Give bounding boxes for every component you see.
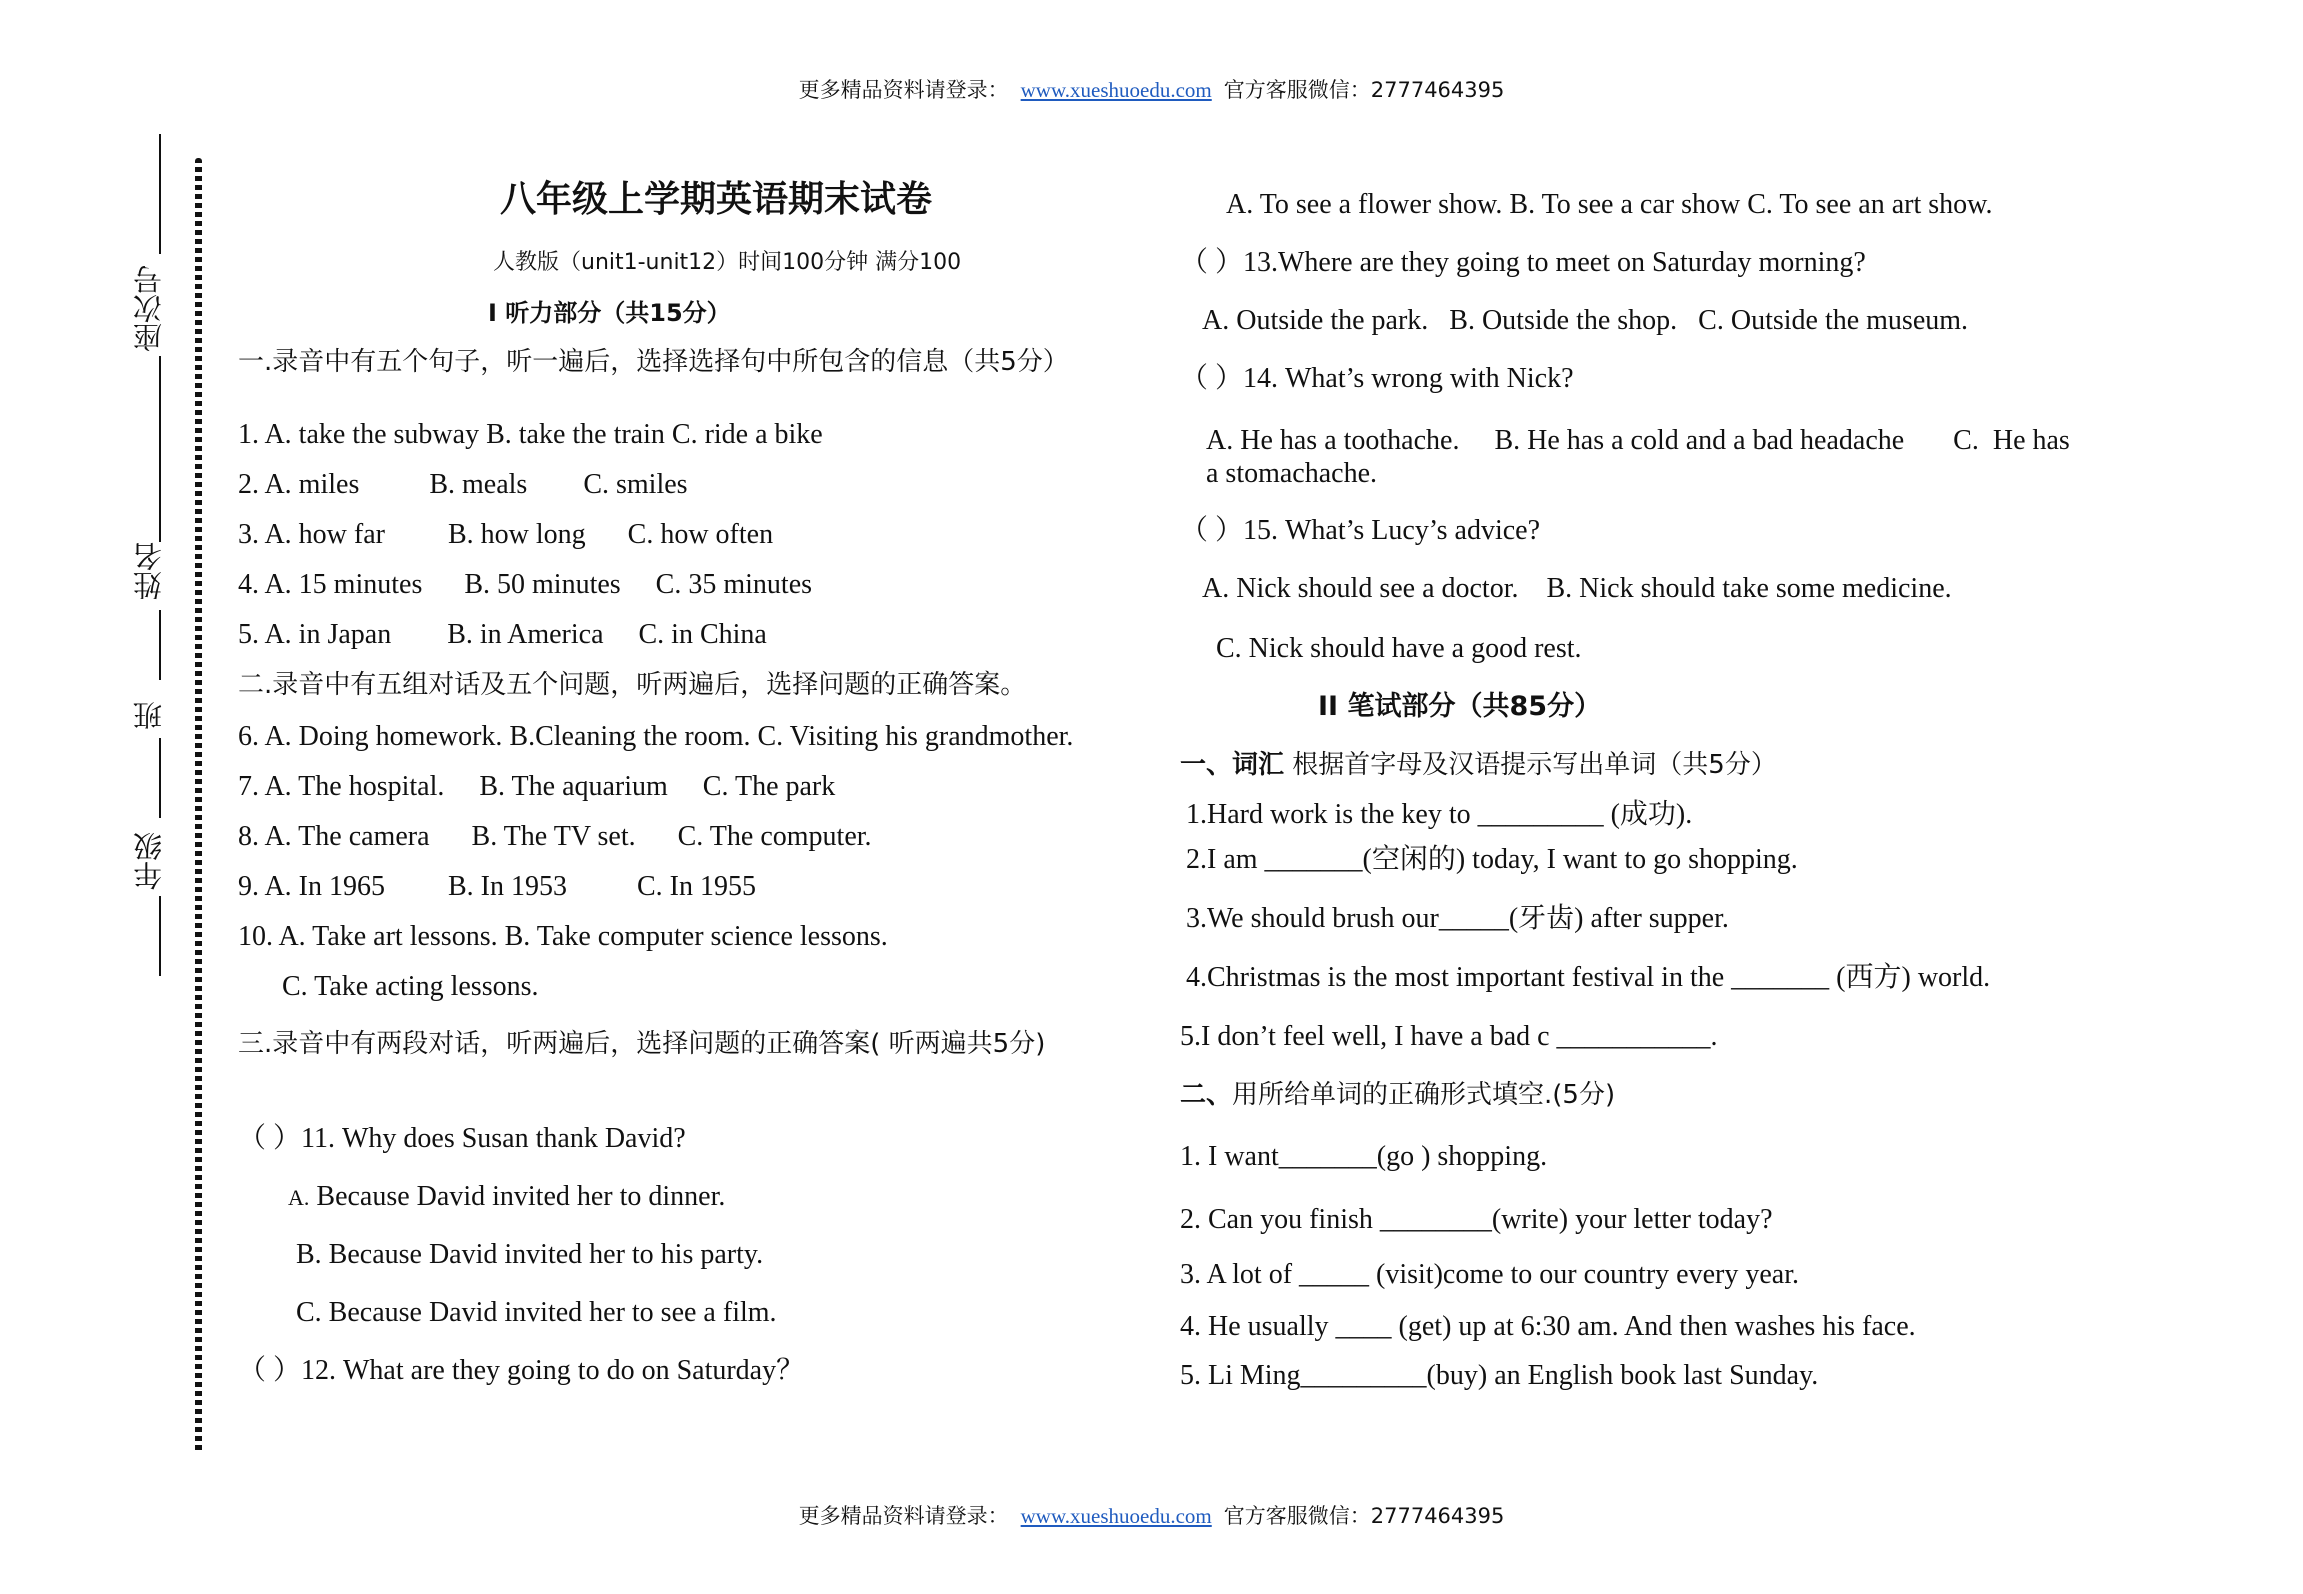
question-10: 10. A. Take art lessons. B. Take computer science lessons. [238,921,888,952]
section-3-instruction: 三.录音中有两段对话，听两遍后，选择问题的正确答案( 听两遍共5分) [238,1029,1046,1059]
grade-label: 年级 [132,832,166,890]
question-10-option-c: C. Take acting lessons. [282,971,539,1002]
question-13: （ ）13.Where are they going to meet on Saturday morning? [1180,247,1866,278]
seat-label: 座次号 [132,265,166,352]
vocabulary-heading-text: 根据首字母及汉语提示写出单词（共5分） [1292,750,1777,780]
section-1-instruction: 一.录音中有五个句子，听一遍后，选择选择句中所包含的信息（共5分） [238,347,1069,377]
question-3: 3. A. how far B. how long C. how often [238,519,774,550]
fill-in-1: 1. I want_______(go ) shopping. [1180,1141,1548,1172]
vocab-4: 4.Christmas is the most important festival in the _______ (西方) world. [1186,962,1991,993]
question-1: 1. A. take the subway B. take the train C. ride a bike [238,419,823,450]
question-11: （ ）11. Why does Susan thank David? [238,1123,686,1154]
exam-subtitle: 人教版（unit1-unit12）时间100分钟 满分100 [493,250,962,275]
header-prefix: 更多精品资料请登录： [798,78,1009,102]
header-suffix: 官方客服微信：2777464395 [1223,78,1505,102]
written-heading: II 笔试部分（共85分） [1318,691,1602,722]
vocab-5: 5.I don’t feel well, I have a bad c ___________. [1180,1021,1718,1052]
question-12-options: A. To see a flower show. B. To see a car show C. To see an art show. [1226,189,1993,220]
page-header [0,74,2303,104]
question-11-option-a [288,1180,725,1215]
question-15-option-c: C. Nick should have a good rest. [1216,633,1582,664]
page-footer [0,1500,2303,1530]
footer-suffix: 官方客服微信：2777464395 [1223,1504,1505,1528]
vocabulary-heading [1180,748,1777,782]
question-11-option-c: C. Because David invited her to see a film. [296,1297,777,1328]
margin-rule [159,896,161,976]
footer-link[interactable]: www.xueshuoedu.com [1020,1504,1212,1528]
question-8: 8. A. The camera B. The TV set. C. The computer. [238,821,872,852]
fill-in-heading-text: 用所给单词的正确形式填空.(5分) [1232,1080,1616,1110]
section-2-instruction: 二.录音中有五组对话及五个问题，听两遍后，选择问题的正确答案。 [238,670,1027,700]
question-6: 6. A. Doing homework. B.Cleaning the room. C. Visiting his grandmother. [238,721,1074,752]
question-15-options-ab: A. Nick should see a doctor. B. Nick should take some medicine. [1202,573,1952,604]
question-2: 2. A. miles B. meals C. smiles [238,469,688,500]
fill-in-3: 3. A lot of _____ (visit)come to our country every year. [1180,1259,1799,1290]
option-a-text: Because David invited her to dinner. [316,1181,726,1212]
fill-in-2: 2. Can you finish ________(write) your letter today? [1180,1204,1773,1235]
vocabulary-heading-bold: 一、词汇 [1180,750,1285,780]
exam-title: 八年级上学期英语期末试卷 [500,179,933,220]
header-link[interactable]: www.xueshuoedu.com [1020,78,1212,102]
question-13-options: A. Outside the park. B. Outside the shop. C. Outside the museum. [1202,305,1969,336]
question-11-option-b: B. Because David invited her to his party. [296,1239,764,1270]
fill-in-4: 4. He usually ____ (get) up at 6:30 am. And then washes his face. [1180,1311,1916,1342]
fill-in-heading [1180,1078,1615,1112]
class-label: 班 [132,701,166,730]
margin-rule [159,134,161,254]
margin-rule [159,610,161,680]
vocab-2: 2.I am _______(空闲的) today, I want to go shopping. [1186,844,1798,875]
question-4: 4. A. 15 minutes B. 50 minutes C. 35 minutes [238,569,813,600]
question-14: （ ）14. What’s wrong with Nick? [1180,363,1574,394]
question-7: 7. A. The hospital. B. The aquarium C. The park [238,771,836,802]
fill-in-5: 5. Li Ming_________(buy) an English book last Sunday. [1180,1360,1819,1391]
vocab-1: 1.Hard work is the key to _________ (成功). [1186,799,1693,830]
question-9: 9. A. In 1965 B. In 1953 C. In 1955 [238,871,756,902]
binding-dotted-line [195,158,202,1454]
listening-heading: I 听力部分（共15分） [488,299,731,327]
option-a-label: A. [288,1185,310,1210]
question-5: 5. A. in Japan B. in America C. in China [238,619,767,650]
name-label: 姓名 [132,542,166,600]
vocab-3: 3.We should brush our_____(牙齿) after supper. [1186,903,1729,934]
question-12: （ ）12. What are they going to do on Saturday？ [238,1355,805,1386]
question-14-options: A. He has a toothache. B. He has a cold and a bad headache C. He has a stomachache. [1206,425,2077,489]
question-15: （ ）15. What’s Lucy’s advice? [1180,515,1541,546]
margin-rule [159,356,161,542]
fill-in-heading-bold: 二、 [1180,1080,1233,1110]
footer-prefix: 更多精品资料请登录： [798,1504,1009,1528]
margin-rule [159,738,161,818]
